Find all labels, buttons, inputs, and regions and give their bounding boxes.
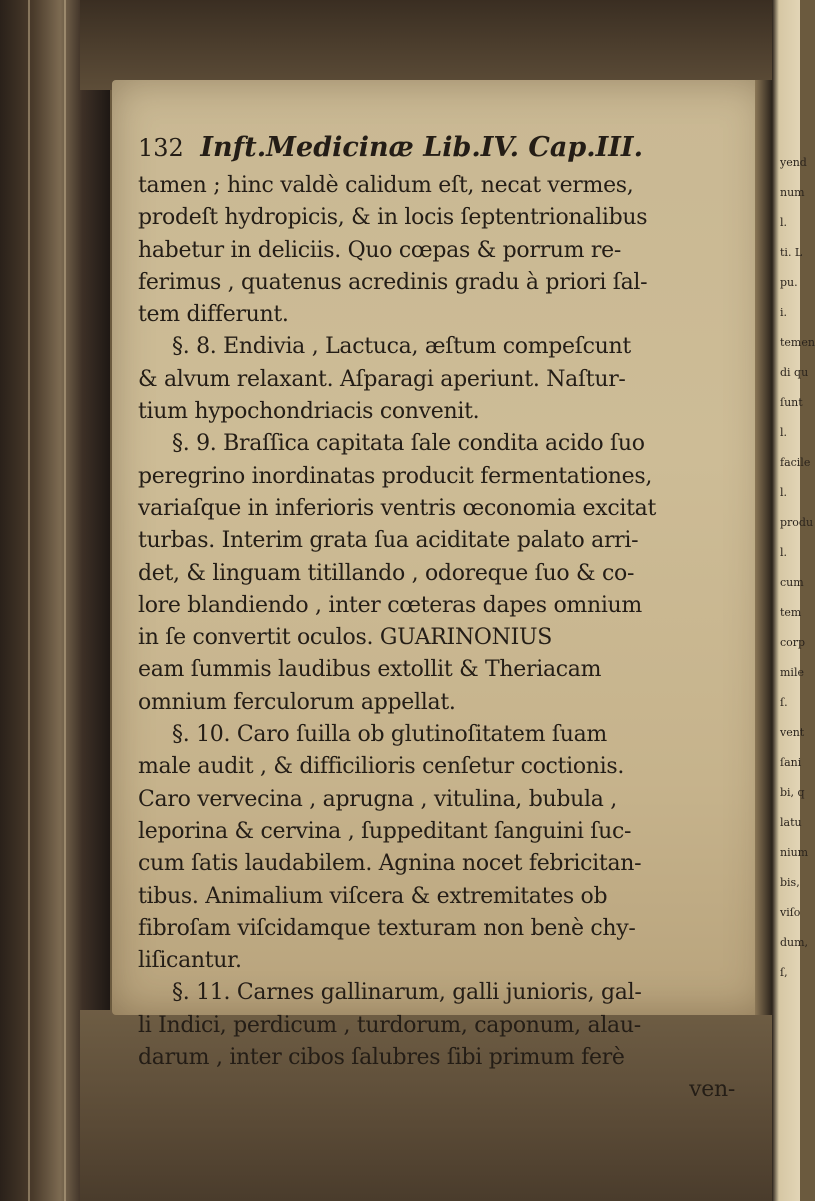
facing-fragment: ti. L bbox=[780, 246, 803, 259]
text-line: male audit , & difficilioris cenſetur coctionis. bbox=[138, 754, 625, 780]
facing-fragment: i. bbox=[780, 306, 788, 319]
running-title: Inft.Medicinæ Lib.IV. Cap.III. bbox=[200, 132, 643, 163]
section-heading-line: §. 8. Endivia , Lactuca, æſtum compeſcunt bbox=[172, 334, 631, 360]
text-line: tem differunt. bbox=[138, 302, 289, 328]
facing-fragment: tem bbox=[780, 606, 802, 619]
binding-stitch bbox=[28, 0, 30, 1201]
text-line: leporina & cervina , ſuppeditant ſanguini ſuc- bbox=[138, 818, 632, 844]
section-heading-line: §. 10. Caro ſuilla ob glutinoſitatem ſuam bbox=[172, 722, 607, 748]
text-line: lore blandiendo , inter cœteras dapes omnium bbox=[138, 592, 642, 618]
text-line: variaſque in inferioris ventris œconomia excitat bbox=[138, 495, 657, 521]
text-line: ferimus , quatenus acredinis gradu à priori ſal- bbox=[138, 269, 648, 295]
facing-fragment: l. bbox=[780, 426, 788, 439]
facing-fragment: bis, bbox=[780, 876, 800, 889]
section-heading-line: §. 11. Carnes gallinarum, galli junioris, gal- bbox=[172, 980, 642, 1006]
page-body bbox=[138, 170, 753, 1107]
text-line: peregrino inordinatas producit fermentationes, bbox=[138, 463, 653, 489]
facing-fragment: corp bbox=[780, 636, 806, 649]
catchword: ven- bbox=[689, 1077, 735, 1103]
text-line: fibroſam viſcidamque texturam non benè chy- bbox=[138, 915, 636, 941]
facing-fragment: produ bbox=[780, 516, 814, 529]
text-line: omnium ferculorum appellat. bbox=[138, 689, 456, 715]
facing-fragment: l. bbox=[780, 486, 788, 499]
facing-fragment: facile bbox=[780, 456, 811, 469]
background-top bbox=[80, 0, 800, 90]
facing-fragment: ſani bbox=[780, 756, 802, 769]
text-line: tibus. Animalium viſcera & extremitates ob bbox=[138, 883, 608, 909]
page-gutter bbox=[755, 80, 772, 1015]
text-line: turbas. Interim grata ſua aciditate palato arri- bbox=[138, 528, 639, 554]
facing-fragment: di qu bbox=[780, 366, 809, 379]
text-line: tium hypochondriacis convenit. bbox=[138, 399, 480, 425]
text-line: tamen ; hinc valdè calidum eſt, necat vermes, bbox=[138, 173, 634, 198]
text-line: & alvum relaxant. Aſparagi aperiunt. Naſtur- bbox=[138, 366, 626, 392]
text-line: darum , inter cibos ſalubres ſibi primum ferè bbox=[138, 1045, 625, 1071]
text-line: Caro vervecina , aprugna , vitulina, bubula , bbox=[138, 786, 617, 812]
facing-fragment: latu bbox=[780, 816, 802, 829]
text-line: cum ſatis laudabilem. Agnina nocet febricitan- bbox=[138, 851, 642, 877]
facing-fragment: dum, bbox=[780, 936, 809, 949]
facing-fragment: temen bbox=[780, 336, 815, 349]
text-line: prodeſt hydropicis, & in locis ſeptentrionalibus bbox=[138, 205, 648, 231]
facing-fragment: bi, q bbox=[780, 786, 805, 799]
text-line: in ſe convertit oculos. GUARINONIUS bbox=[138, 625, 552, 651]
binding-stitch bbox=[64, 0, 66, 1201]
facing-fragment: l. bbox=[780, 546, 788, 559]
text-line: liſicantur. bbox=[138, 948, 242, 974]
text-line: li Indici, perdicum , turdorum, caponum, alau- bbox=[138, 1012, 641, 1038]
facing-fragment: nium bbox=[780, 846, 809, 859]
running-header bbox=[138, 132, 738, 163]
facing-fragment: ſunt bbox=[780, 396, 803, 409]
text-line: eam ſummis laudibus extollit & Theriacam bbox=[138, 657, 602, 683]
facing-page-edge bbox=[772, 0, 815, 1201]
facing-fragment: ſ, bbox=[780, 966, 788, 979]
facing-fragment: vent bbox=[780, 726, 805, 739]
page-number: 132 bbox=[138, 134, 184, 162]
text-line: habetur in deliciis. Quo cœpas & porrum re- bbox=[138, 237, 621, 263]
section-heading-line: §. 9. Braſſica capitata ſale condita acido ſuo bbox=[172, 431, 645, 457]
facing-fragment: cum bbox=[780, 576, 804, 589]
facing-fragment: viſo bbox=[780, 906, 801, 919]
facing-fragment: yend bbox=[780, 156, 807, 169]
facing-fragment: mile bbox=[780, 666, 804, 679]
facing-fragment: l. bbox=[780, 216, 788, 229]
facing-fragment: num bbox=[780, 186, 805, 199]
text-line: det, & linguam titillando , odoreque ſuo & co- bbox=[138, 560, 635, 586]
facing-fragment: pu. bbox=[780, 276, 798, 289]
facing-fragment: ſ. bbox=[780, 696, 788, 709]
